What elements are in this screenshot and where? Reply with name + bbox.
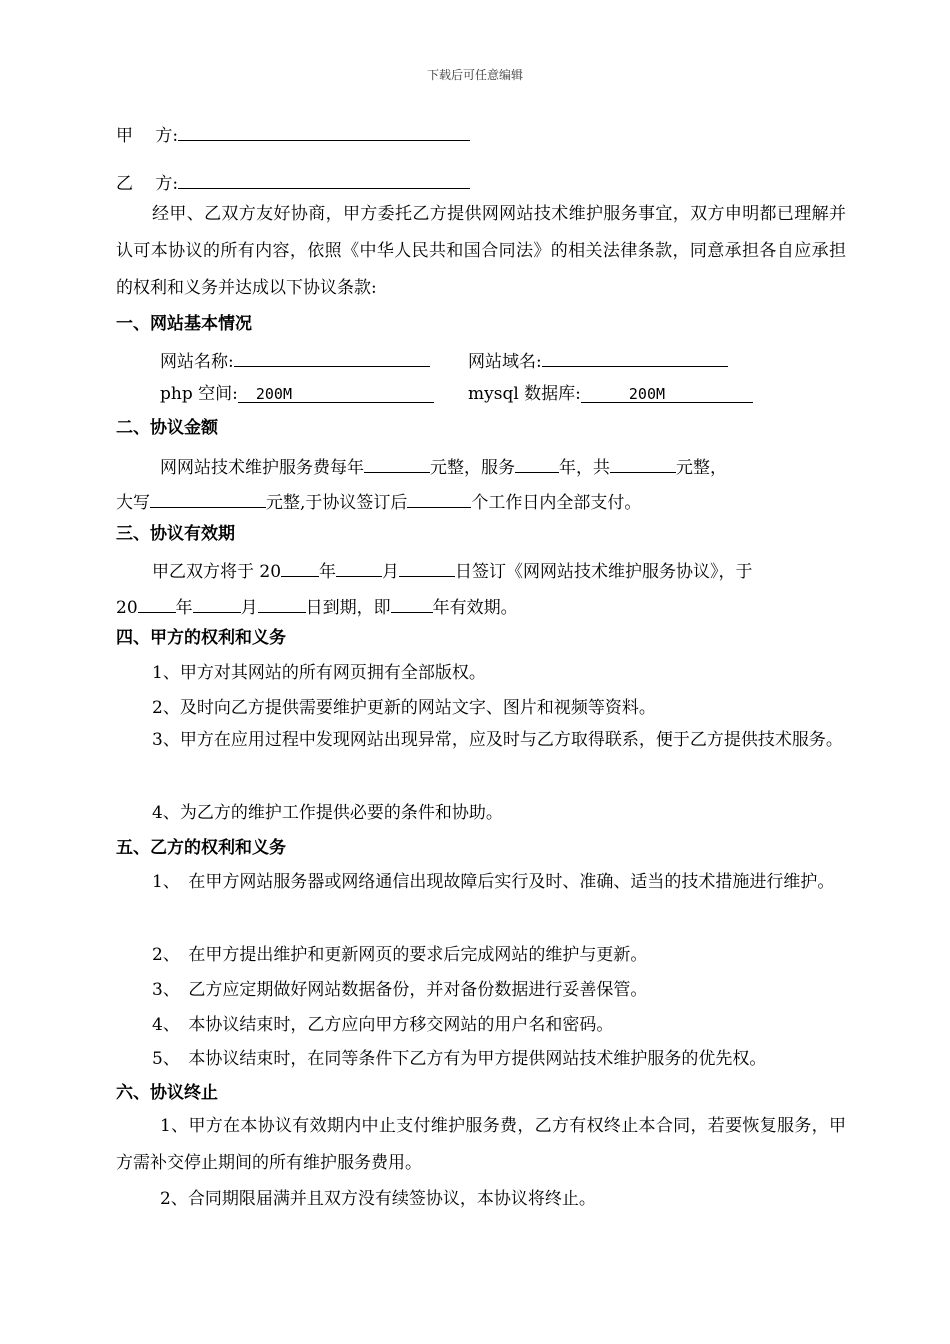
mysql-value: 200M <box>628 385 666 403</box>
mysql-row <box>468 384 753 404</box>
validity-line-2 <box>116 594 518 618</box>
party-b-item-5: 5、 本协议结束时，在同等条件下乙方有为甲方提供网站技术维护服务的优先权。 <box>152 1049 767 1069</box>
sign-day-blank[interactable] <box>399 558 455 577</box>
site-name-label: 网站名称: <box>160 352 234 372</box>
section-1-title: 一、网站基本情况 <box>116 314 252 334</box>
section-5-title: 五、乙方的权利和义务 <box>116 838 286 858</box>
amount-text-7: 个工作日内全部支付。 <box>471 493 642 513</box>
party-a-line <box>116 122 470 146</box>
php-label: php 空间: <box>160 384 238 404</box>
party-a-label: 甲 方: <box>116 126 179 146</box>
mysql-value-field[interactable] <box>581 384 753 403</box>
party-a-item-3: 3、甲方在应用过程中发现网站出现异常，应及时与乙方取得联系，便于乙方提供技术服务。 <box>152 730 843 750</box>
validity-text-1b: 年 <box>319 562 337 582</box>
expire-month-blank[interactable] <box>193 594 241 613</box>
php-value-field[interactable] <box>238 384 434 403</box>
validity-text-2d: 日到期，即 <box>305 598 391 618</box>
party-a-item-2: 2、及时向乙方提供需要维护更新的网站文字、图片和视频等资料。 <box>152 698 656 718</box>
party-b-label: 乙 方: <box>116 174 179 194</box>
validity-text-2b: 年 <box>175 598 193 618</box>
php-row <box>160 384 434 404</box>
sign-year-blank[interactable] <box>281 558 319 577</box>
header-note: 下载后可任意编辑 <box>426 68 523 82</box>
party-b-item-4: 4、 本协议结束时，乙方应向甲方移交网站的用户名和密码。 <box>152 1015 614 1035</box>
validity-line-1 <box>152 558 753 582</box>
domain-blank[interactable] <box>542 348 728 367</box>
validity-text-2c: 月 <box>240 598 258 618</box>
validity-text-1c: 月 <box>382 562 400 582</box>
total-fee-blank[interactable] <box>610 454 676 473</box>
intro-paragraph: 经甲、乙双方友好协商，甲方委托乙方提供网网站技术维护服务事宜，双方申明都已理解并认可本协议的所有内容，依照《中华人民共和国合同法》的相关法律条款，同意承担各自应承担的权利和义务并达成以下协议条款: <box>116 204 846 298</box>
section-4-title: 四、甲方的权利和义务 <box>116 628 286 648</box>
party-b-blank[interactable] <box>178 170 470 189</box>
termination-item-1: 1、甲方在本协议有效期内中止支付维护服务费，乙方有权终止本合同，若要恢复服务，甲方需补交停止期间的所有维护服务费用。 <box>116 1116 846 1173</box>
amount-line-1 <box>160 454 727 478</box>
validity-text-2e: 年有效期。 <box>432 598 518 618</box>
amount-text-1: 网网站技术维护服务费每年 <box>160 458 364 478</box>
sign-month-blank[interactable] <box>336 558 382 577</box>
payment-days-blank[interactable] <box>407 489 471 508</box>
amount-text-5: 大写 <box>116 493 150 513</box>
amount-text-6: 元整,于协议签订后 <box>266 493 408 513</box>
section-2-title: 二、协议金额 <box>116 418 218 438</box>
expire-year-blank[interactable] <box>138 594 176 613</box>
amount-text-2: 元整，服务 <box>430 458 515 478</box>
annual-fee-blank[interactable] <box>364 454 430 473</box>
party-a-item-1: 1、甲方对其网站的所有网页拥有全部版权。 <box>152 663 486 683</box>
termination-item-2: 2、合同期限届满并且双方没有续签协议，本协议将终止。 <box>160 1189 596 1209</box>
service-years-blank[interactable] <box>515 454 559 473</box>
expire-day-blank[interactable] <box>258 594 306 613</box>
domain-label: 网站域名: <box>468 352 542 372</box>
valid-years-blank[interactable] <box>391 594 433 613</box>
validity-text-2a: 20 <box>116 598 138 618</box>
amount-in-words-blank[interactable] <box>150 489 266 508</box>
domain-row <box>468 348 728 372</box>
party-a-item-4: 4、为乙方的维护工作提供必要的条件和协助。 <box>152 803 503 823</box>
site-name-blank[interactable] <box>234 348 430 367</box>
amount-line-2 <box>116 489 641 513</box>
section-6-title: 六、协议终止 <box>116 1083 218 1103</box>
party-b-item-3: 3、 乙方应定期做好网站数据备份，并对备份数据进行妥善保管。 <box>152 980 648 1000</box>
validity-text-1a: 甲乙双方将于 20 <box>152 562 282 582</box>
site-name-row <box>160 348 430 372</box>
party-b-item-2: 2、 在甲方提出维护和更新网页的要求后完成网站的维护与更新。 <box>152 945 648 965</box>
section-3-title: 三、协议有效期 <box>116 524 235 544</box>
mysql-label: mysql 数据库: <box>468 384 581 404</box>
amount-text-4: 元整， <box>676 458 727 478</box>
validity-text-1d: 日签订《网网站技术维护服务协议》，于 <box>455 562 753 582</box>
php-value: 200M <box>255 385 292 403</box>
party-a-blank[interactable] <box>178 122 470 141</box>
amount-text-3: 年，共 <box>559 458 610 478</box>
party-b-item-1: 1、 在甲方网站服务器或网络通信出现故障后实行及时、准确、适当的技术措施进行维护。 <box>152 872 835 892</box>
party-b-line <box>116 170 470 194</box>
